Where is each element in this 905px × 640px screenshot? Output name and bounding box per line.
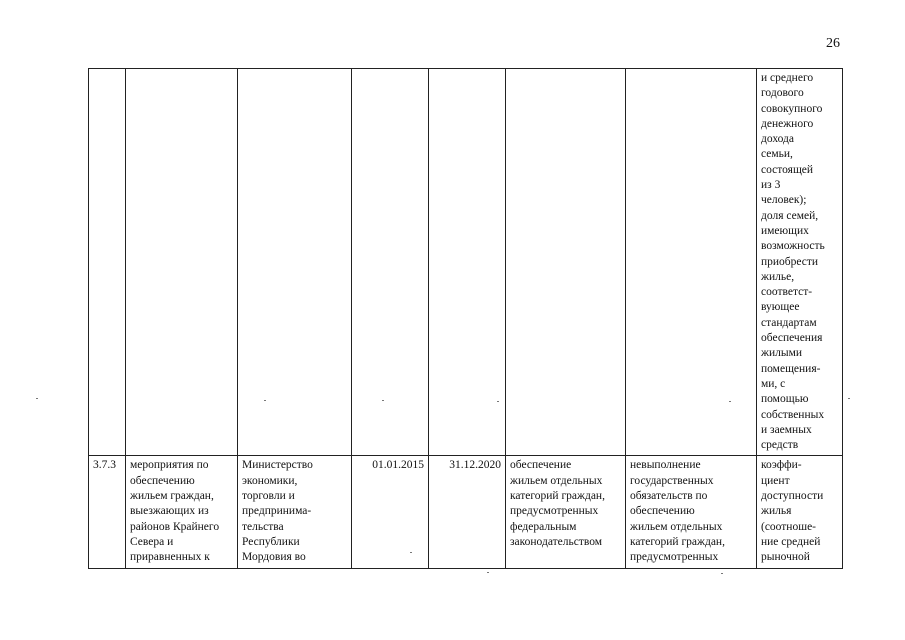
scan-speck (264, 400, 266, 401)
expected-result: обеспечение жильем отдельных категорий граждан, предусмотренных федеральным законодательством (510, 459, 605, 548)
row-number: 3.7.3 (93, 459, 116, 472)
cell-empty (506, 69, 626, 456)
scan-speck (848, 398, 850, 399)
cell-empty (238, 69, 352, 456)
indicator-text: и среднего годового совокупного денежного дохода семьи, состоящей из 3 человек); доля семей, имеющих возможность приобрести жилье, соответст- вующее стандартам обеспечения жилыми помещения- ми, с помощью собственных и заемных средств (761, 72, 825, 452)
start-date: 01.01.2015 (372, 459, 424, 472)
scan-speck (382, 400, 384, 401)
indicator-text: коэффи- циент доступности жилья (соотноше- ние средней рыночной (761, 459, 824, 564)
scan-speck (497, 401, 499, 402)
table-row-3-7-3 (89, 456, 843, 568)
cell-empty (429, 69, 506, 456)
cell-empty (626, 69, 757, 456)
scan-speck (410, 552, 412, 553)
page-number: 26 (826, 36, 840, 51)
scan-speck (729, 401, 731, 402)
program-activities-table (88, 68, 843, 569)
cell-empty (126, 69, 238, 456)
scan-speck (36, 398, 38, 399)
executor-name: Министерство экономики, торговли и предпринима- тельства Республики Мордовия во (242, 459, 313, 564)
table-row-continuation (89, 69, 843, 456)
cell-empty (352, 69, 429, 456)
scan-speck (487, 572, 489, 573)
end-date: 31.12.2020 (449, 459, 501, 472)
scan-speck (721, 573, 723, 574)
indicator-cell (757, 69, 843, 456)
activity-name: мероприятия по обеспечению жильем граждан, выезжающих из районов Крайнего Севера и приравненных к (130, 459, 220, 564)
cell-empty (89, 69, 126, 456)
non-implementation-consequences: невыполнение государственных обязательств по обеспечению жильем отдельных категорий граждан, предусмотренных (630, 459, 725, 564)
